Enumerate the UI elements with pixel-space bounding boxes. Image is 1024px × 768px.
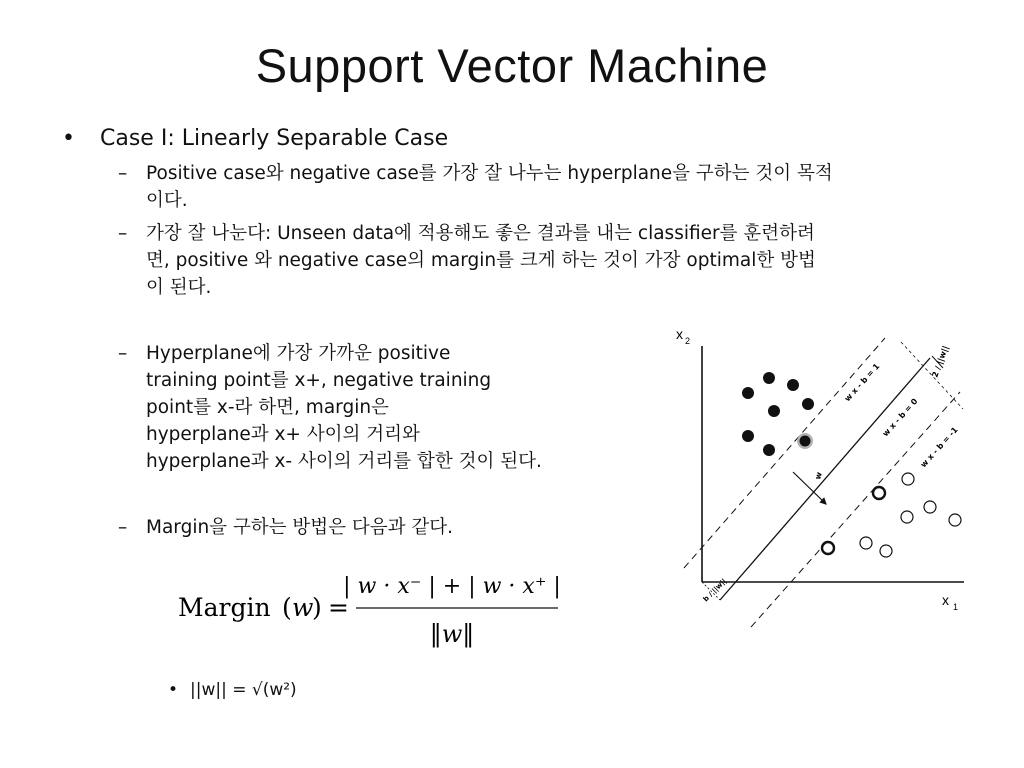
best-line: 면, positive 와 negative case의 margin를 크게 하는 것이 가장 optimal한 방법 [146, 250, 816, 271]
positive-point [768, 405, 780, 417]
bullet-marker: • [62, 126, 75, 151]
label-w: w [813, 471, 824, 481]
formula-lhs: Margin [178, 593, 271, 622]
formula-numerator: | w · x⁻ | + | w · x⁺ | [343, 574, 561, 599]
x2-label: x [676, 326, 683, 342]
negative-point [880, 545, 892, 557]
negative-point [901, 511, 913, 523]
label-offset: b / ||w|| [701, 577, 729, 604]
negative-point [924, 501, 936, 513]
hyperplane-line: point를 x-라 하면, margin은 [146, 397, 389, 418]
positive-point [763, 372, 775, 384]
dash-marker: – [118, 163, 128, 184]
positive-point [802, 398, 814, 410]
hyperplane-line: hyperplane과 x- 사이의 거리를 합한 것이 된다. [146, 451, 542, 472]
negative-support-point [822, 542, 834, 554]
label-zero: w x - b = 0 [880, 396, 920, 439]
upper-margin-line [684, 338, 885, 568]
formula-paren-close: ) [312, 593, 322, 622]
hyperplane-line: Hyperplane에 가장 가까운 positive [146, 343, 451, 364]
lower-margin-line [743, 392, 960, 630]
best-line: 이 된다. [146, 277, 212, 298]
positive-point [763, 444, 775, 456]
norm-text: ||w|| = √(w²) [190, 680, 297, 700]
bullet-marker: • [168, 680, 179, 700]
negative-point [949, 514, 961, 526]
label-minus: w x - b = -1 [918, 425, 960, 470]
margin-formula-svg [176, 566, 576, 656]
slide-title: Support Vector Machine [255, 39, 769, 92]
positive-point [787, 379, 799, 391]
formula-arg: w [292, 593, 314, 622]
positive-point [742, 430, 754, 442]
margin-formula [176, 566, 576, 656]
positive-support-point [800, 436, 811, 447]
bullet-case-text: Case I: Linearly Separable Case [100, 126, 449, 151]
hyperplane-line: training point를 x+, negative training [146, 370, 492, 391]
goal-line: Positive case와 negative case를 가장 잘 나누는 hyperplane을 구하는 것이 목적 [146, 163, 833, 184]
label-margin: 2 / ||w|| [930, 344, 951, 379]
best-line: 가장 잘 나눈다: Unseen data에 적용해도 좋은 결과를 내는 classifier를 훈련하려 [146, 223, 815, 244]
hyperplane-line: hyperplane과 x+ 사이의 거리와 [146, 424, 420, 445]
formula-denominator: ‖w‖ [429, 620, 475, 648]
dash-marker: – [118, 223, 128, 244]
formula-paren-open: ( [282, 593, 292, 622]
svm-diagram [670, 318, 970, 634]
x1-subscript: 1 [953, 602, 959, 612]
margin-line: Margin을 구하는 방법은 다음과 같다. [146, 517, 454, 538]
dash-marker: – [118, 343, 128, 364]
negative-point [860, 537, 872, 549]
formula-equals: = [328, 593, 349, 622]
negative-point [902, 473, 914, 485]
dash-marker: – [118, 517, 128, 538]
label-plus: w x - b = 1 [842, 361, 882, 404]
positive-point [742, 387, 754, 399]
negative-support-point [873, 487, 885, 499]
goal-line: 이다. [146, 190, 188, 211]
x1-label: x [942, 592, 949, 608]
x2-subscript: 2 [685, 336, 691, 346]
svm-diagram-svg [670, 318, 970, 630]
